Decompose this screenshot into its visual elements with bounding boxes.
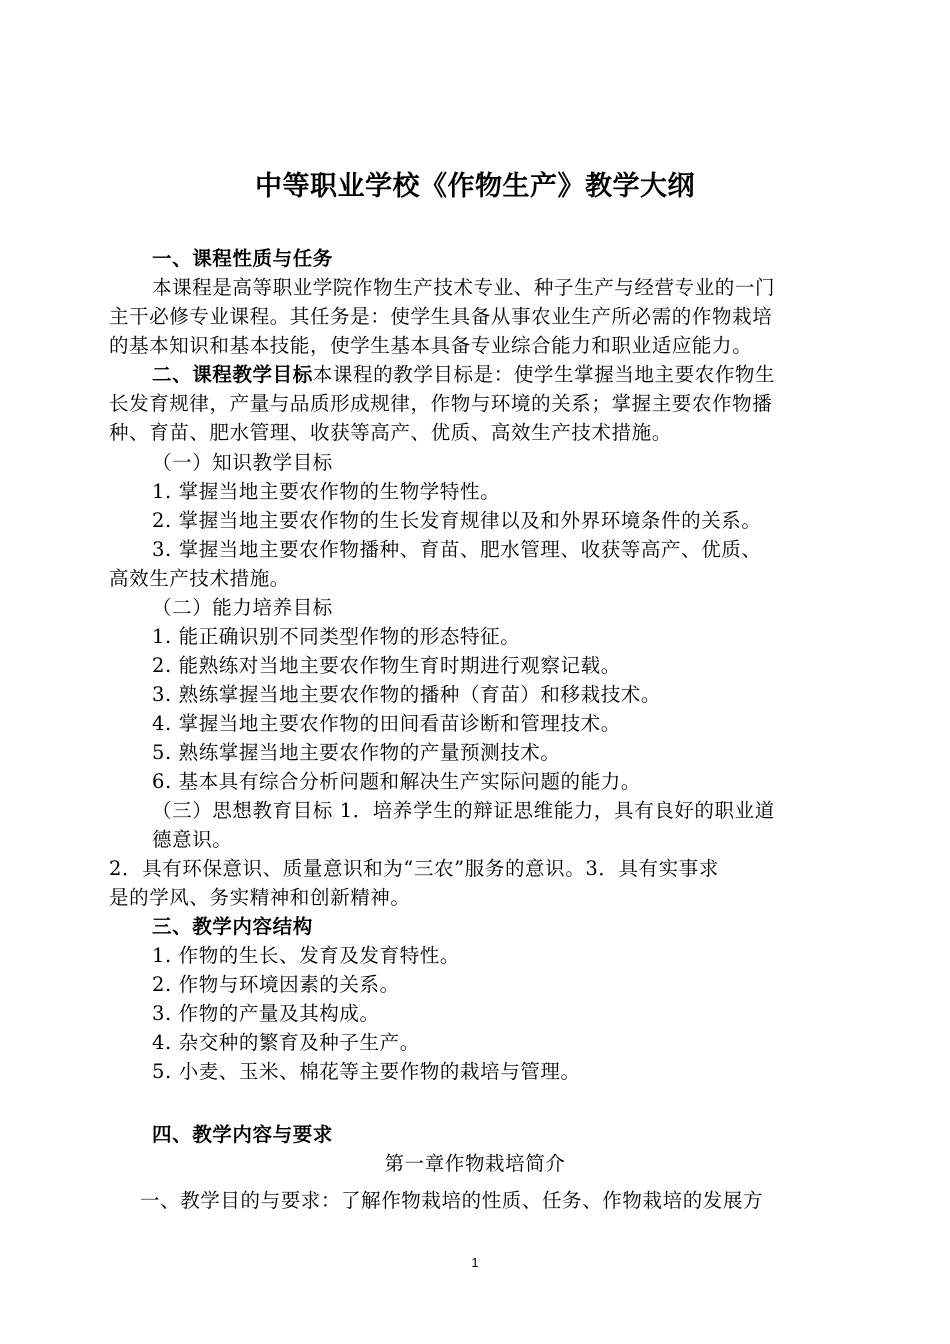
list-item: 3. 掌握当地主要农作物播种、育苗、肥水管理、收获等高产、优质、	[152, 538, 762, 561]
paragraph-line: 2．具有环保意识、质量意识和为“三农”服务的意识。3．具有实事求	[109, 857, 719, 880]
section-heading-1: 一、课程性质与任务	[152, 247, 333, 270]
section-2-line	[152, 360, 849, 389]
list-item: 1. 能正确识别不同类型作物的形态特征。	[152, 625, 521, 648]
section-heading-3: 三、教学内容结构	[152, 915, 313, 938]
list-item: 5. 熟练掌握当地主要农作物的产量预测技术。	[152, 741, 561, 764]
list-item-continuation: 高效生产技术措施。	[109, 567, 290, 590]
chapter-title: 第一章作物栽培简介	[384, 1152, 566, 1175]
paragraph-line: 一、教学目的与要求：了解作物栽培的性质、任务、作物栽培的发展方	[140, 1189, 764, 1212]
list-item: 6. 基本具有综合分析问题和解决生产实际问题的能力。	[152, 770, 641, 793]
subsection-heading: （三）思想教育目标 1．培养学生的辩证思维能力，具有良好的职业道	[152, 799, 775, 822]
paragraph-line: 种、育苗、肥水管理、收获等高产、优质、高效生产技术措施。	[109, 421, 672, 444]
paragraph-line: 主干必修专业课程。其任务是：使学生具备从事农业生产所必需的作物栽培	[109, 305, 773, 328]
list-item: 3. 熟练掌握当地主要农作物的播种（育苗）和移栽技术。	[152, 683, 662, 706]
list-item: 5. 小麦、玉米、棉花等主要作物的栽培与管理。	[152, 1060, 581, 1083]
list-item: 4. 杂交种的繁育及种子生产。	[152, 1031, 420, 1054]
paragraph-line: 本课程是高等职业学院作物生产技术专业、种子生产与经营专业的一门	[152, 276, 776, 299]
paragraph-text: 本课程的教学目标是：使学生掌握当地主要农作物生	[312, 363, 776, 386]
page-number: 1	[471, 1255, 479, 1270]
document-title: 中等职业学校《作物生产》教学大纲	[255, 171, 695, 202]
section-heading-4: 四、教学内容与要求	[152, 1123, 333, 1146]
list-item: 2. 作物与环境因素的关系。	[152, 973, 400, 996]
list-item: 1. 作物的生长、发育及发育特性。	[152, 944, 461, 967]
list-item: 4. 掌握当地主要农作物的田间看苗诊断和管理技术。	[152, 712, 621, 735]
list-item: 2. 掌握当地主要农作物的生长发育规律以及和外界环境条件的关系。	[152, 509, 762, 532]
list-item: 3. 作物的产量及其构成。	[152, 1002, 380, 1025]
list-item: 1. 掌握当地主要农作物的生物学特性。	[152, 480, 501, 503]
paragraph-line: 长发育规律，产量与品质形成规律，作物与环境的关系；掌握主要农作物播	[109, 392, 773, 415]
section-heading-2: 二、课程教学目标	[152, 363, 313, 386]
subsection-heading: （二）能力培养目标	[152, 596, 333, 619]
paragraph-line: 德意识。	[152, 828, 233, 851]
subsection-heading: （一）知识教学目标	[152, 451, 333, 474]
paragraph-line: 是的学风、务实精神和创新精神。	[109, 886, 411, 909]
paragraph-line: 的基本知识和基本技能，使学生基本具备专业综合能力和职业适应能力。	[109, 334, 753, 357]
list-item: 2. 能熟练对当地主要农作物生育时期进行观察记载。	[152, 654, 621, 677]
